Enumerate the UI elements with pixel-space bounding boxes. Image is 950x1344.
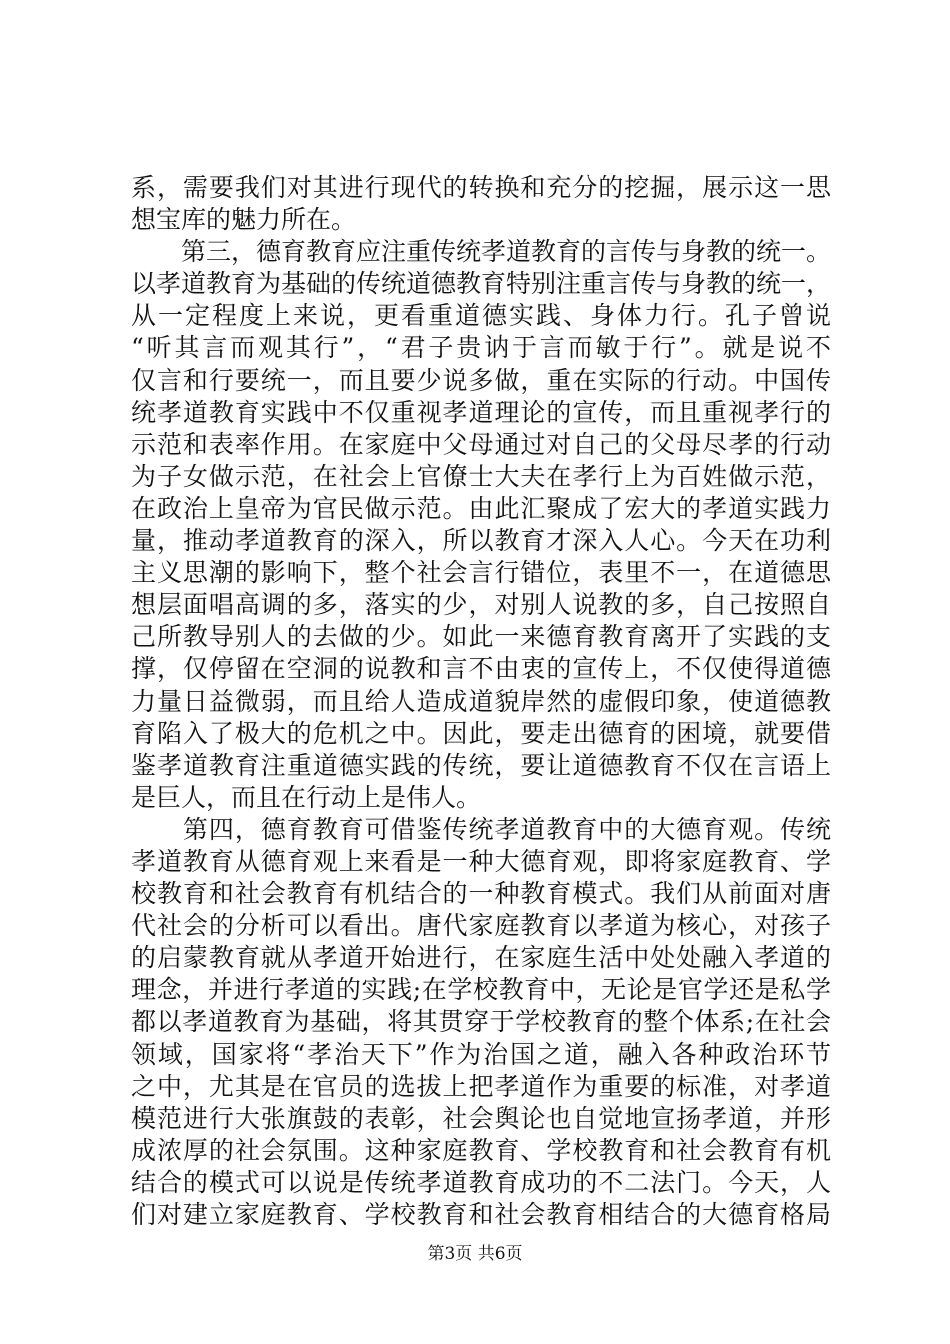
text-line: 成浓厚的社会氛围。这种家庭教育、学校教育和社会教育有机 [131, 1135, 831, 1165]
text-line: 以孝道教育为基础的传统道德教育特别注重言传与身教的统一， [131, 269, 832, 299]
text-line: 都以孝道教育为基础，将其贯穿于学校教育的整个体系;在社会 [131, 1007, 831, 1037]
text-line: 理念，并进行孝道的实践;在学校教育中，无论是官学还是私学 [131, 975, 831, 1005]
text-line: 从一定程度上来说，更看重道德实践、身体力行。孔子曾说 [131, 301, 831, 331]
text-line: 量，推动孝道教育的深入，所以教育才深入人心。今天在功利 [131, 526, 831, 556]
text-line: 在政治上皇帝为官民做示范。由此汇聚成了宏大的孝道实践力 [131, 493, 831, 523]
text-line: 结合的模式可以说是传统孝道教育成功的不二法门。今天，人 [131, 1167, 831, 1197]
page-number-footer: 第3页 共6页 [427, 1244, 523, 1264]
text-line: 代社会的分析可以看出。唐代家庭教育以孝道为核心，对孩子 [131, 911, 831, 941]
text-line: 模范进行大张旗鼓的表彰，社会舆论也自觉地宣扬孝道，并形 [131, 1103, 831, 1133]
text-line: 育陷入了极大的危机之中。因此，要走出德育的困境，就要借 [131, 718, 831, 748]
text-line: 第四，德育教育可借鉴传统孝道教育中的大德育观。传统 [131, 814, 831, 844]
text-line: 主义思潮的影响下，整个社会言行错位，表里不一，在道德思 [131, 558, 831, 588]
text-line: 想层面唱高调的多，落实的少，对别人说教的多，自己按照自 [131, 590, 831, 620]
text-line: 为子女做示范，在社会上官僚士大夫在孝行上为百姓做示范， [131, 461, 831, 491]
text-line: 想宝库的魅力所在。 [131, 205, 357, 235]
text-line: 们对建立家庭教育、学校教育和社会教育相结合的大德育格局 [131, 1200, 831, 1229]
text-line: 己所教导别人的去做的少。如此一来德育教育离开了实践的支 [131, 622, 831, 652]
text-line: 第三，德育教育应注重传统孝道教育的言传与身教的统一。 [131, 237, 832, 267]
text-line: 校教育和社会教育有机结合的一种教育模式。我们从前面对唐 [131, 879, 831, 909]
body-text [131, 172, 831, 1231]
text-line: 系，需要我们对其进行现代的转换和充分的挖掘，展示这一思 [131, 173, 831, 202]
text-line: 统孝道教育实践中不仅重视孝道理论的宣传，而且重视孝行的 [131, 397, 831, 427]
text-line: 领域，国家将“孝治天下”作为治国之道，融入各种政治环节 [131, 1039, 831, 1069]
text-line: 力量日益微弱，而且给人造成道貌岸然的虚假印象，使道德教 [131, 686, 831, 716]
text-line: 的启蒙教育就从孝道开始进行，在家庭生活中处处融入孝道的 [131, 943, 831, 973]
text-line: “听其言而观其行”，“君子贵讷于言而敏于行”。就是说不 [131, 333, 831, 363]
text-line: 鉴孝道教育注重道德实践的传统，要让道德教育不仅在言语上 [131, 750, 831, 780]
text-line: 示范和表率作用。在家庭中父母通过对自己的父母尽孝的行动 [131, 429, 831, 459]
text-line: 撑，仅停留在空洞的说教和言不由衷的宣传上，不仅使得道德 [131, 654, 831, 684]
text-line: 孝道教育从德育观上来看是一种大德育观，即将家庭教育、学 [131, 846, 831, 876]
text-line: 之中，尤其是在官员的选拔上把孝道作为重要的标准，对孝道 [131, 1071, 831, 1101]
text-line: 仅言和行要统一，而且要少说多做，重在实际的行动。中国传 [131, 365, 831, 395]
text-line: 是巨人，而且在行动上是伟人。 [131, 782, 482, 812]
